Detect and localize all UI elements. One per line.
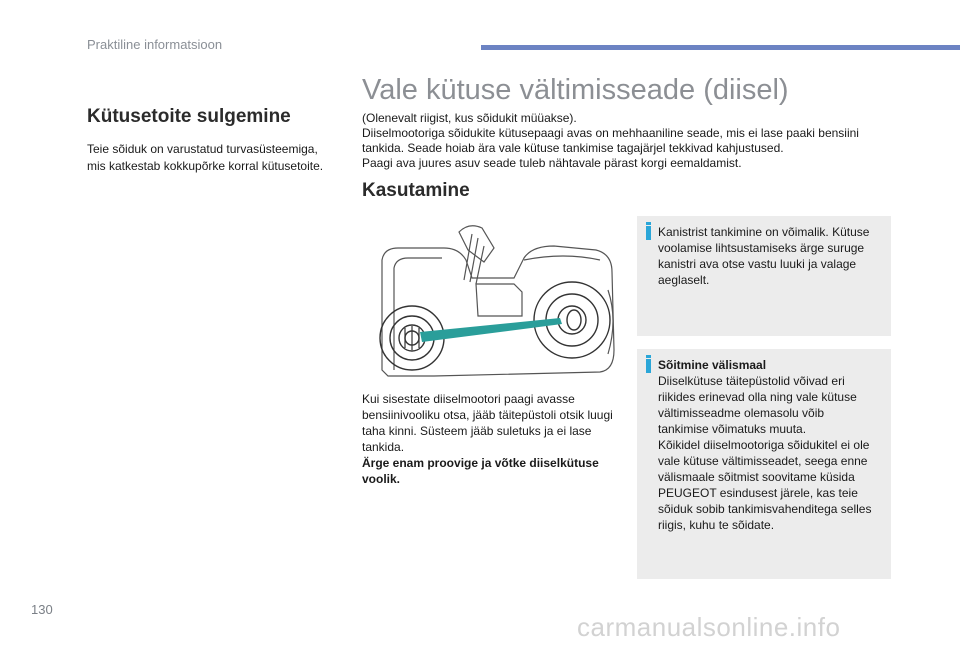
note-title: Sõitmine välismaal [658,358,767,372]
intro-line: Paagi ava juures asuv seade tuleb nähtavale pärast korgi eemaldamist. [362,156,742,170]
info-icon [646,226,651,240]
info-note-canister [637,216,891,336]
usage-body: Kui sisestate diiselmootori paagi avasse bensiinivooliku otsa, jääb täitepüstoli otsik luugi taha kinni. Süsteem jääb suletuks ja ei lase tankida. [362,392,613,454]
info-icon [646,359,651,373]
fuel-cutoff-text: Teie sõiduk on varustatud turvasüsteemiga, mis katkestab kokkupõrke korral kütusetoite. [87,142,324,173]
usage-heading: Kasutamine [362,180,470,201]
note-text: Kanistrist tankimine on võimalik. Kütuse voolamise lihtsustamiseks ärge suruge kanistri ava otse vastu luuki ja valage aeglaselt. [658,225,870,287]
usage-text [362,391,624,487]
intro-line: (Olenevalt riigist, kus sõidukit müüakse). [362,111,577,125]
note-text: Diiselkütuse täitepüstolid võivad eri riikides erinevad olla ning vale kütuse vältimisseadme olemasolu võib tankimise võimatuks muuta. Kõikidel diiselmootoriga sõidukitel ei ole vale kütuse vältimisseadet, seega enne välismaale sõitmist soovitame küsida PEUGEOT esindusest järele, kas teie sõiduk sobib tankimisvahenditega selles riigis, kuhu te sõidate. [658,374,872,532]
fuel-cutoff-heading: Kütusetoite sulgemine [87,106,291,127]
fuel-inlet-illustration [364,220,622,380]
watermark: carmanualsonline.info [577,612,841,642]
pointer-line [420,318,562,342]
intro-text [362,111,902,171]
usage-warning: Ärge enam proovige ja võtke diiselkütuse voolik. [362,456,599,486]
info-note-abroad [637,349,891,579]
header-accent-bar [481,45,960,50]
intro-line: Diiselmootoriga sõidukite kütusepaagi avas on mehhaaniline seade, mis ei lase paaki bensiini tankida. Seade hoiab ära vale kütuse tankimise tagajärjel tekkivad kahjustused. [362,126,859,155]
section-title: Praktiline informatsioon [87,37,223,52]
page-number: 130 [31,602,53,617]
page-title: Vale kütuse vältimisseade (diisel) [362,74,789,106]
